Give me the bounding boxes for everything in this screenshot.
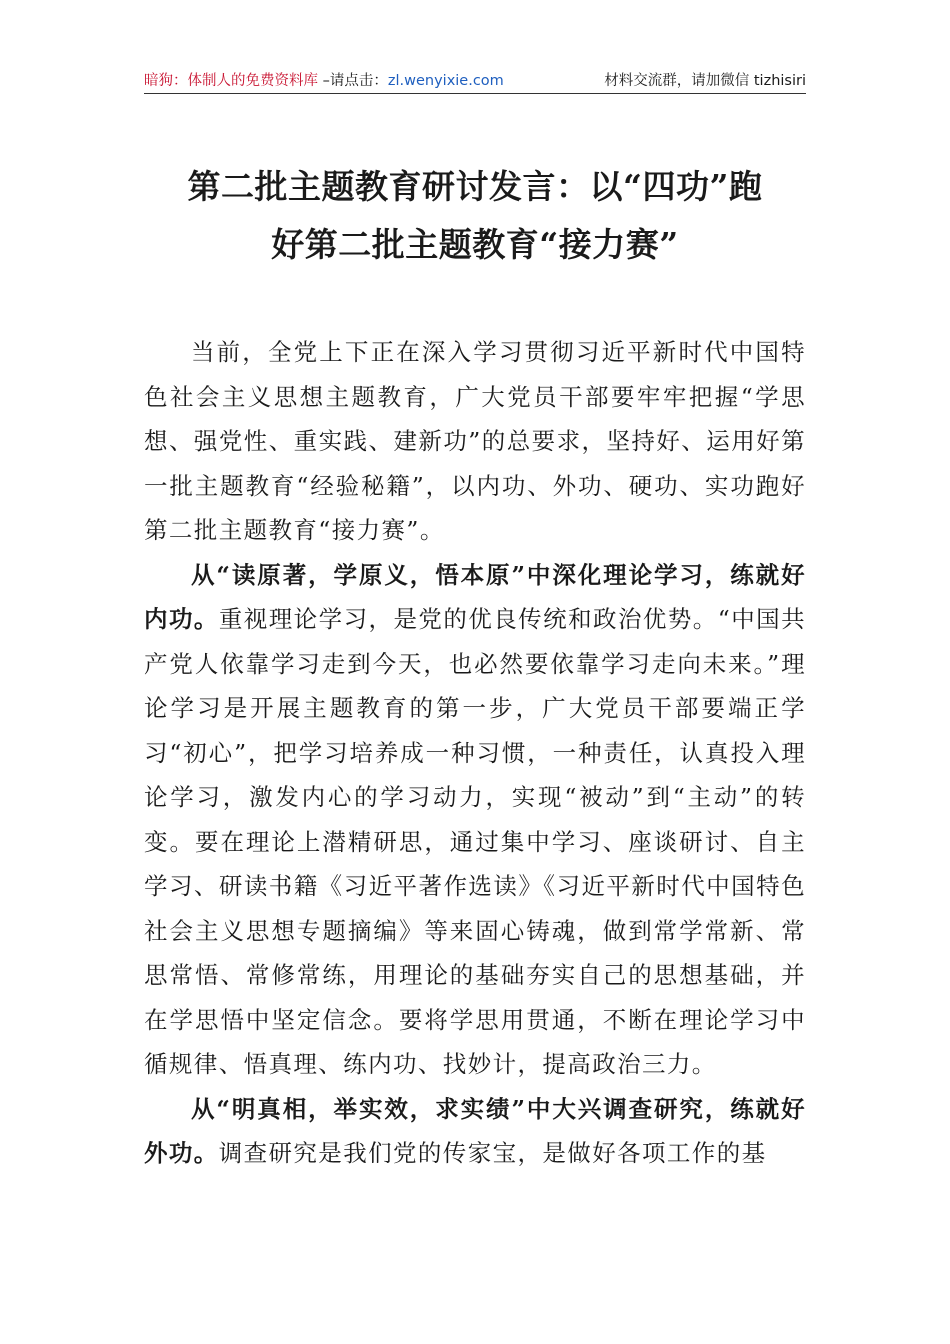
header-link[interactable]: zl.wenyixie.com — [387, 73, 504, 89]
paragraph-text: 重视理论学习，是党的优良传统和政治优势。“中国共产党人依靠学习走到今天，也必然要依靠学习走向未来。”理论学习是开展主题教育的第一步，广大党员干部要端正学习“初心”，把学习培养成一种习惯，一种责任，认真投入理论学习，激发内心的学习动力，实现“被动”到“主动”的转变。要在理论上潜精研思，通过集中学习、座谈研讨、自主学习、研读书籍《习近平著作选读》《习近平新时代中国特色社会主义思想专题摘编》等来固心铸魂，做到常学常新、常思常悟、常修常练，用理论的基础夯实自己的思想基础，并在学思悟中坚定信念。要将学思用贯通，不断在理论学习中循规律、悟真理、练内功、找妙计，提高政治三力。 — [144, 605, 806, 1078]
paragraph-intro — [144, 330, 806, 553]
header-separator: –请点击： — [318, 73, 388, 89]
document-title — [120, 158, 830, 274]
page-header — [144, 70, 806, 92]
paragraph-outer-skill — [144, 1087, 806, 1176]
paragraph-inner-skill — [144, 553, 806, 1087]
title-line-2: 好第二批主题教育“接力赛” — [271, 225, 679, 264]
paragraph-heading: 从“读原著，学原义，悟本原”中深化理论学习，练就好内功。 — [144, 560, 806, 633]
header-note: 材料交流群，请加微信 tizhisiri — [604, 73, 806, 89]
paragraph-heading: 从“明真相，举实效，求实绩”中大兴调查研究，练就好外功。 — [144, 1094, 806, 1167]
header-divider — [144, 93, 806, 94]
title-line-1: 第二批主题教育研讨发言：以“四功”跑 — [187, 167, 763, 206]
paragraph-text: 调查研究是我们党的传家宝，是做好各项工作的基 — [218, 1139, 767, 1167]
paragraph-text: 当前，全党上下正在深入学习贯彻习近平新时代中国特色社会主义思想主题教育，广大党员干部要牢牢把握“学思想、强党性、重实践、建新功”的总要求，坚持好、运用好第一批主题教育“经验秘籍”，以内功、外功、硬功、实功跑好第二批主题教育“接力赛”。 — [144, 338, 806, 544]
header-brand: 暗狗：体制人的免费资料库 — [144, 73, 318, 89]
document-body — [144, 330, 806, 1176]
